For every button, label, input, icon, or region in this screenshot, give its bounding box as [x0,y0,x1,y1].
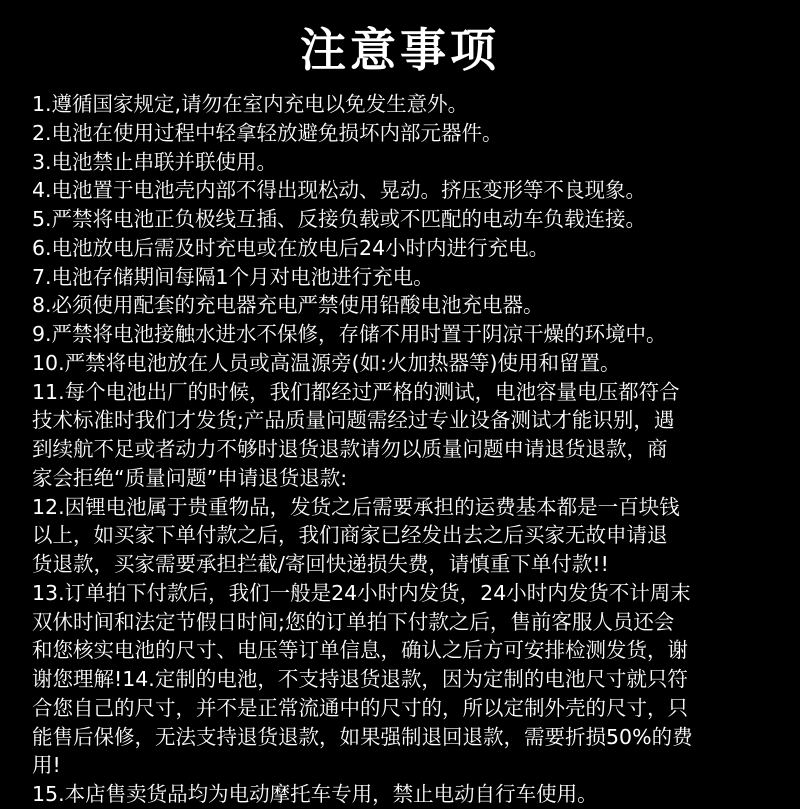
notice-line: 1.遵循国家规定,请勿在室内充电以免发生意外。 [32,92,469,116]
notice-line: 2.电池在使用过程中轻拿轻放避免损坏内部元器件。 [32,120,503,145]
notice-line: 用! [32,753,61,778]
notice-line: 能售后保修，无法支持退货退款，如果强制退回退款，需要折损50%的费 [32,724,693,749]
notice-line: 9.严禁将电池接触水进水不保修，存储不用时置于阴凉干燥的环境中。 [32,322,667,346]
notice-line: 6.电池放电后需及时充电或在放电后24小时内进行充电。 [32,235,550,260]
notice-line: 7.电池存储期间每隔1个月对电池进行充电。 [32,264,434,289]
notice-list [32,90,784,809]
notice-line: 技术标准时我们才发货;产品质量问题需经过专业设备测试才能识别，遇 [32,408,675,433]
notice-line: 11.每个电池出厂的时候，我们都经过严格的测试，电池容量电压都符合 [32,379,680,404]
notice-line: 合您自己的尺寸，并不是正常流通中的尺寸的，所以定制外壳的尺寸，只 [32,695,688,720]
notice-line: 和您核实电池的尺寸、电压等订单信息，确认之后方可安排检测发货，谢 [32,638,688,663]
notice-line: 15.本店售卖货品均为电动摩托车专用，禁止电动自行车使用。 [32,782,598,806]
notice-line: 5.严禁将电池正负极线互插、反接负载或不匹配的电动车负载连接。 [32,207,647,231]
notice-line: 家会拒绝“质量问题”申请退货退款: [32,465,348,490]
notice-line: 双休时间和法定节假日时间;您的订单拍下付款之后，售前客服人员还会 [32,609,675,634]
notice-line: 货退款，买家需要承担拦截/寄回快递损失费，请慎重下单付款!! [32,552,609,576]
notice-line: 13.订单拍下付款后，我们一般是24小时内发货，24小时内发货不计周末 [32,580,691,605]
notice-line: 谢您理解!14.定制的电池，不支持退货退款，因为定制的电池尺寸就只符 [32,667,688,691]
notice-line: 12.因锂电池属于贵重物品，发货之后需要承担的运费基本都是一百块钱 [32,494,680,519]
notice-line: 到续航不足或者动力不够时退货退款请勿以质量问题申请退货退款，商 [32,437,668,461]
notice-line: 以上，如买家下单付款之后，我们商家已经发出去之后买家无故申请退 [32,523,668,548]
page-title: 注意事项 [300,23,500,77]
notice-line: 8.必须使用配套的充电器充电严禁使用铅酸电池充电器。 [32,293,544,318]
notice-line: 10.严禁将电池放在人员或高温源旁(如:火加热器等)使用和留置。 [32,350,621,375]
notice-line: 4.电池置于电池壳内部不得出现松动、晃动。挤压变形等不良现象。 [32,178,647,203]
notice-line: 3.电池禁止串联并联使用。 [32,149,278,174]
